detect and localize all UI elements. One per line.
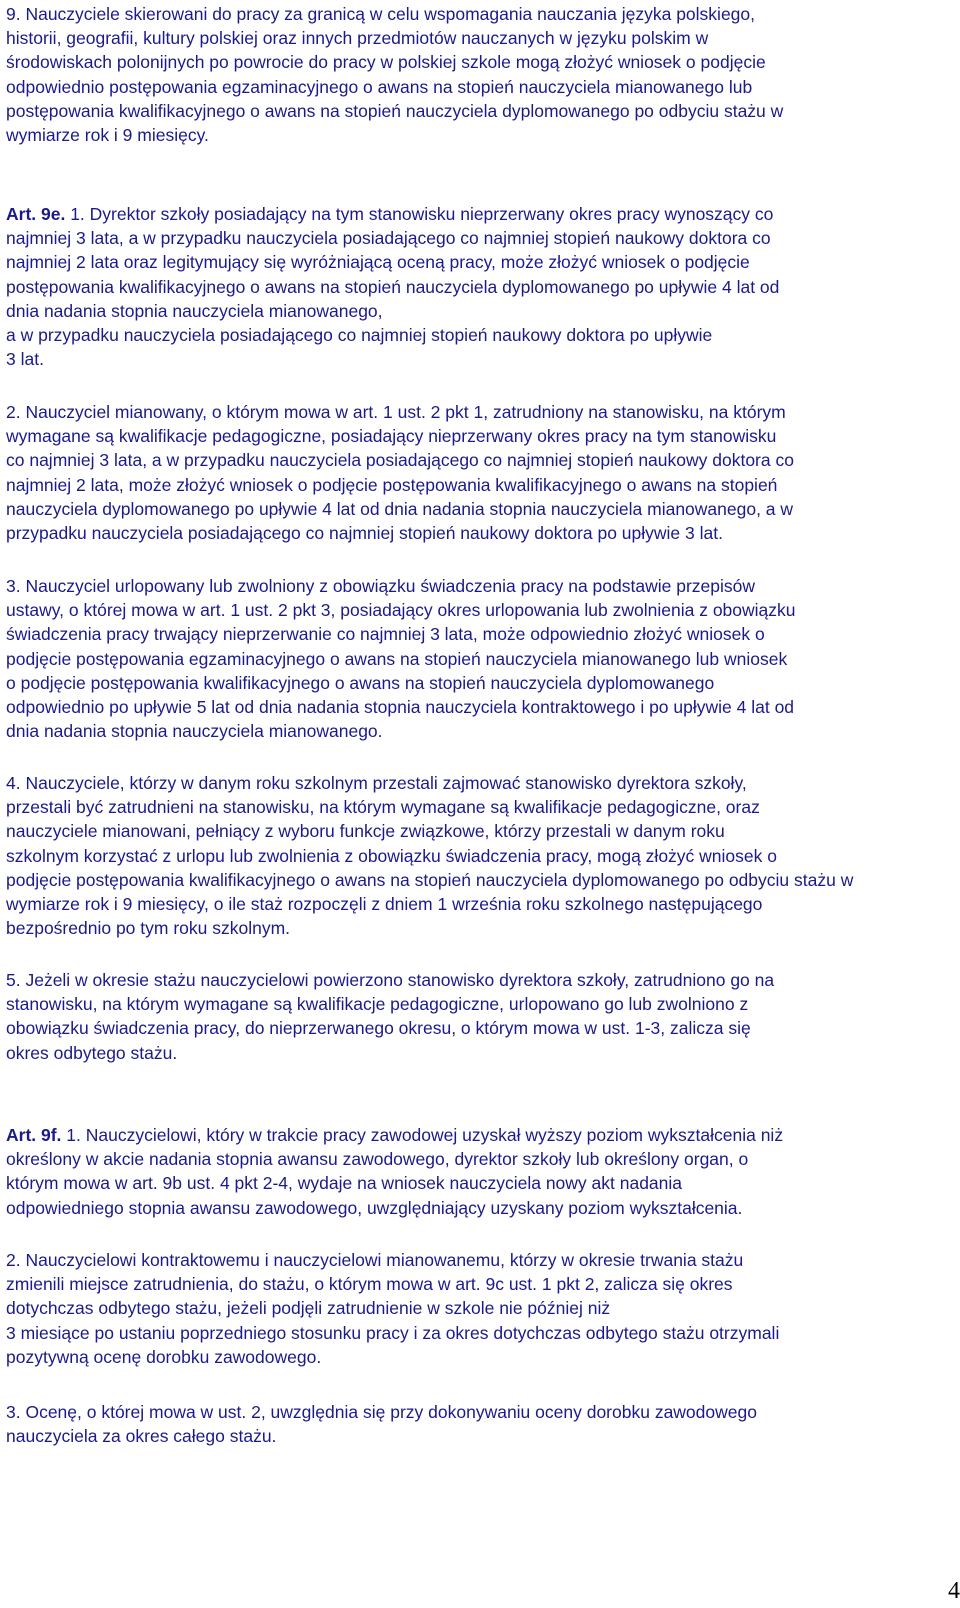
paragraph-art-9f-2: 2. Nauczycielowi kontraktowemu i nauczycielowi mianowanemu, którzy w okresie trwania stażu zmienili miejsce zatrudnienia, do stażu, o którym mowa w art. 9c ust. 1 pkt 2, zalicza się okres dotychczas odbytego stażu, jeżeli podjęli zatrudnienie w szkole nie później niż 3 miesiące po ustaniu poprzedniego stosunku pracy i za okres dotychczas odbytego stażu otrzymali pozytywną ocenę dorobku zawodowego.: [6, 1250, 780, 1367]
paragraph-art-9f-1-text: 1. Nauczycielowi, który w trakcie pracy zawodowej uzyskał wyższy poziom wykształcenia niż określony w akcie nadania stopnia awansu zawodowego, dyrektor szkoły lub określony organ, o którym mowa w art. 9b ust. 4 pkt 2-4, wydaje na wniosek nauczyciela nowy akt nadania odpowiedniego stopnia awansu zawodowego, uwzględniający uzyskany poziom wykształcenia.: [6, 1125, 784, 1218]
paragraph-art-9f-3: 3. Ocenę, o której mowa w ust. 2, uwzględnia się przy dokonywaniu oceny dorobku zawodowego nauczyciela za okres całego stażu.: [6, 1402, 757, 1447]
paragraph-art-9e-3: 3. Nauczyciel urlopowany lub zwolniony z obowiązku świadczenia pracy na podstawie przepisów ustawy, o której mowa w art. 1 ust. 2 pkt 3, posiadający okres urlopowania lub zwolnienia z obowiązku świadczenia pracy trwający nieprzerwanie co najmniej 3 lata, może odpowiednio złożyć wniosek o podjęcie postępowania egzaminacyjnego o awans na stopień nauczyciela mianowanego lub wniosek o podjęcie postępowania kwalifikacyjnego o awans na stopień nauczyciela dyplomowanego odpowiednio po upływie 5 lat od dnia nadania stopnia nauczyciela kontraktowego i po upływie 4 lat od dnia nadania stopnia nauczyciela mianowanego.: [6, 576, 796, 742]
page-number: 4: [948, 1578, 960, 1604]
paragraph-art-9f-1: [6, 1123, 783, 1220]
article-heading-9f: Art. 9f.: [6, 1125, 62, 1145]
paragraph-art-9e-1-text: 1. Dyrektor szkoły posiadający na tym stanowisku nieprzerwany okres pracy wynoszący co najmniej 3 lata, a w przypadku nauczyciela posiadającego co najmniej stopień naukowy doktora co najmniej 2 lata oraz legitymujący się wyróżniającą oceną pracy, może złożyć wniosek o podjęcie postępowania kwalifikacyjnego o awans na stopień nauczyciela dyplomowanego po upływie 4 lat od dnia nadania stopnia nauczyciela mianowanego, a w przypadku nauczyciela posiadającego co najmniej stopień naukowy doktora po upływie 3 lat.: [6, 204, 780, 370]
paragraph-art-9e-4: 4. Nauczyciele, którzy w danym roku szkolnym przestali zajmować stanowisko dyrektora szkoły, przestali być zatrudnieni na stanowisku, na którym wymagane są kwalifikacje pedagogiczne, oraz nauczyciele mianowani, pełniący z wyboru funkcje związkowe, którzy przestali w danym roku szkolnym korzystać z urlopu lub zwolnienia z obowiązku świadczenia pracy, mogą złożyć wniosek o podjęcie postępowania kwalifikacyjnego o awans na stopień nauczyciela dyplomowanego po odbyciu stażu w wymiarze rok i 9 miesięcy, o ile staż rozpoczęli z dniem 1 września roku szkolnego następującego bezpośrednio po tym roku szkolnym.: [6, 773, 854, 939]
paragraph-9: 9. Nauczyciele skierowani do pracy za granicą w celu wspomagania nauczania języka polskiego, historii, geografii, kultury polskiej oraz innych przedmiotów nauczanych w języku polskim w środowiskach polonijnych po powrocie do pracy w polskiej szkole mogą złożyć wniosek o podjęcie odpowiednio postępowania egzaminacyjnego o awans na stopień nauczyciela mianowanego lub postępowania kwalifikacyjnego o awans na stopień nauczyciela dyplomowanego po odbyciu stażu w wymiarze rok i 9 miesięcy.: [6, 4, 784, 146]
paragraph-art-9e-1: [6, 202, 779, 371]
article-heading-9e: Art. 9e.: [6, 204, 66, 224]
paragraph-art-9e-2: 2. Nauczyciel mianowany, o którym mowa w art. 1 ust. 2 pkt 1, zatrudniony na stanowisku, na którym wymagane są kwalifikacje pedagogiczne, posiadający nieprzerwany okres pracy na tym stanowisku co najmniej 3 lata, a w przypadku nauczyciela posiadającego co najmniej stopień naukowy doktora co najmniej 2 lata, może złożyć wniosek o podjęcie postępowania kwalifikacyjnego o awans na stopień nauczyciela dyplomowanego po upływie 4 lat od dnia nadania stopnia nauczyciela mianowanego, a w przypadku nauczyciela posiadającego co najmniej stopień naukowy doktora po upływie 3 lat.: [6, 402, 794, 544]
paragraph-art-9e-5: 5. Jeżeli w okresie stażu nauczycielowi powierzono stanowisko dyrektora szkoły, zatrudniono go na stanowisku, na którym wymagane są kwalifikacje pedagogiczne, urlopowano go lub zwolniono z obowiązku świadczenia pracy, do nieprzerwanego okresu, o którym mowa w ust. 1-3, zalicza się okres odbytego stażu.: [6, 970, 775, 1063]
